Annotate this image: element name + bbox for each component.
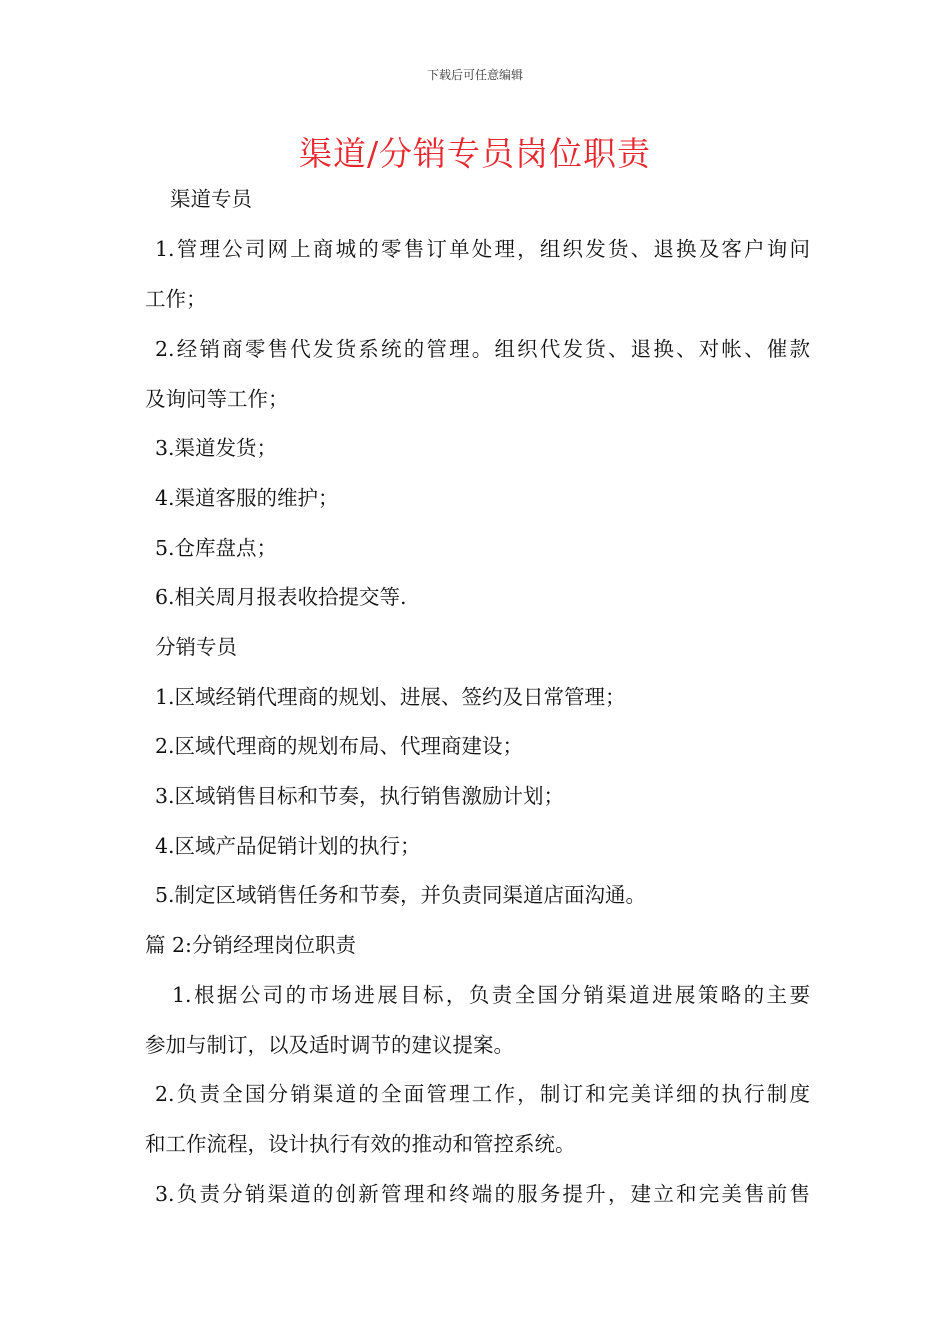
paragraph-line: 1.管理公司网上商城的零售订单处理，组织发货、退换及客户询问 <box>155 237 810 261</box>
section-heading-distribution-manager: 篇 2:分销经理岗位职责 <box>145 933 356 957</box>
paragraph-line: 参加与制订，以及适时调节的建议提案。 <box>145 1033 514 1057</box>
paragraph-line: 及询问等工作； <box>145 387 289 411</box>
paragraph-line: 6.相关周月报表收拾提交等. <box>155 585 407 609</box>
section-heading-channel-specialist: 渠道专员 <box>170 187 252 211</box>
paragraph-line: 5.仓库盘点； <box>155 536 278 560</box>
paragraph-line: 4.渠道客服的维护； <box>155 486 339 510</box>
paragraph-line: 3.区域销售目标和节奏，执行销售激励计划； <box>155 784 565 808</box>
paragraph-line: 和工作流程，设计执行有效的推动和管控系统。 <box>145 1132 576 1156</box>
paragraph-line: 5.制定区域销售任务和节奏，并负责同渠道店面沟通。 <box>155 883 647 907</box>
paragraph-line: 3.渠道发货； <box>155 436 278 460</box>
paragraph-line: 1.区域经销代理商的规划、进展、签约及日常管理； <box>155 685 626 709</box>
paragraph-line: 1.根据公司的市场进展目标，负责全国分销渠道进展策略的主要 <box>172 983 810 1007</box>
paragraph-line: 3.负责分销渠道的创新管理和终端的服务提升，建立和完美售前售 <box>155 1182 810 1206</box>
paragraph-line: 工作； <box>145 287 207 311</box>
section-heading-distribution-specialist: 分销专员 <box>155 635 237 659</box>
paragraph-line: 2.区域代理商的规划布局、代理商建设； <box>155 734 524 758</box>
paragraph-line: 4.区域产品促销计划的执行； <box>155 834 421 858</box>
page-header: 下载后可任意编辑 <box>426 68 523 82</box>
paragraph-line: 2.负责全国分销渠道的全面管理工作，制订和完美详细的执行制度 <box>155 1082 810 1106</box>
document-title: 渠道/分销专员岗位职责 <box>298 134 652 173</box>
paragraph-line: 2.经销商零售代发货系统的管理。组织代发货、退换、对帐、催款 <box>155 337 810 361</box>
